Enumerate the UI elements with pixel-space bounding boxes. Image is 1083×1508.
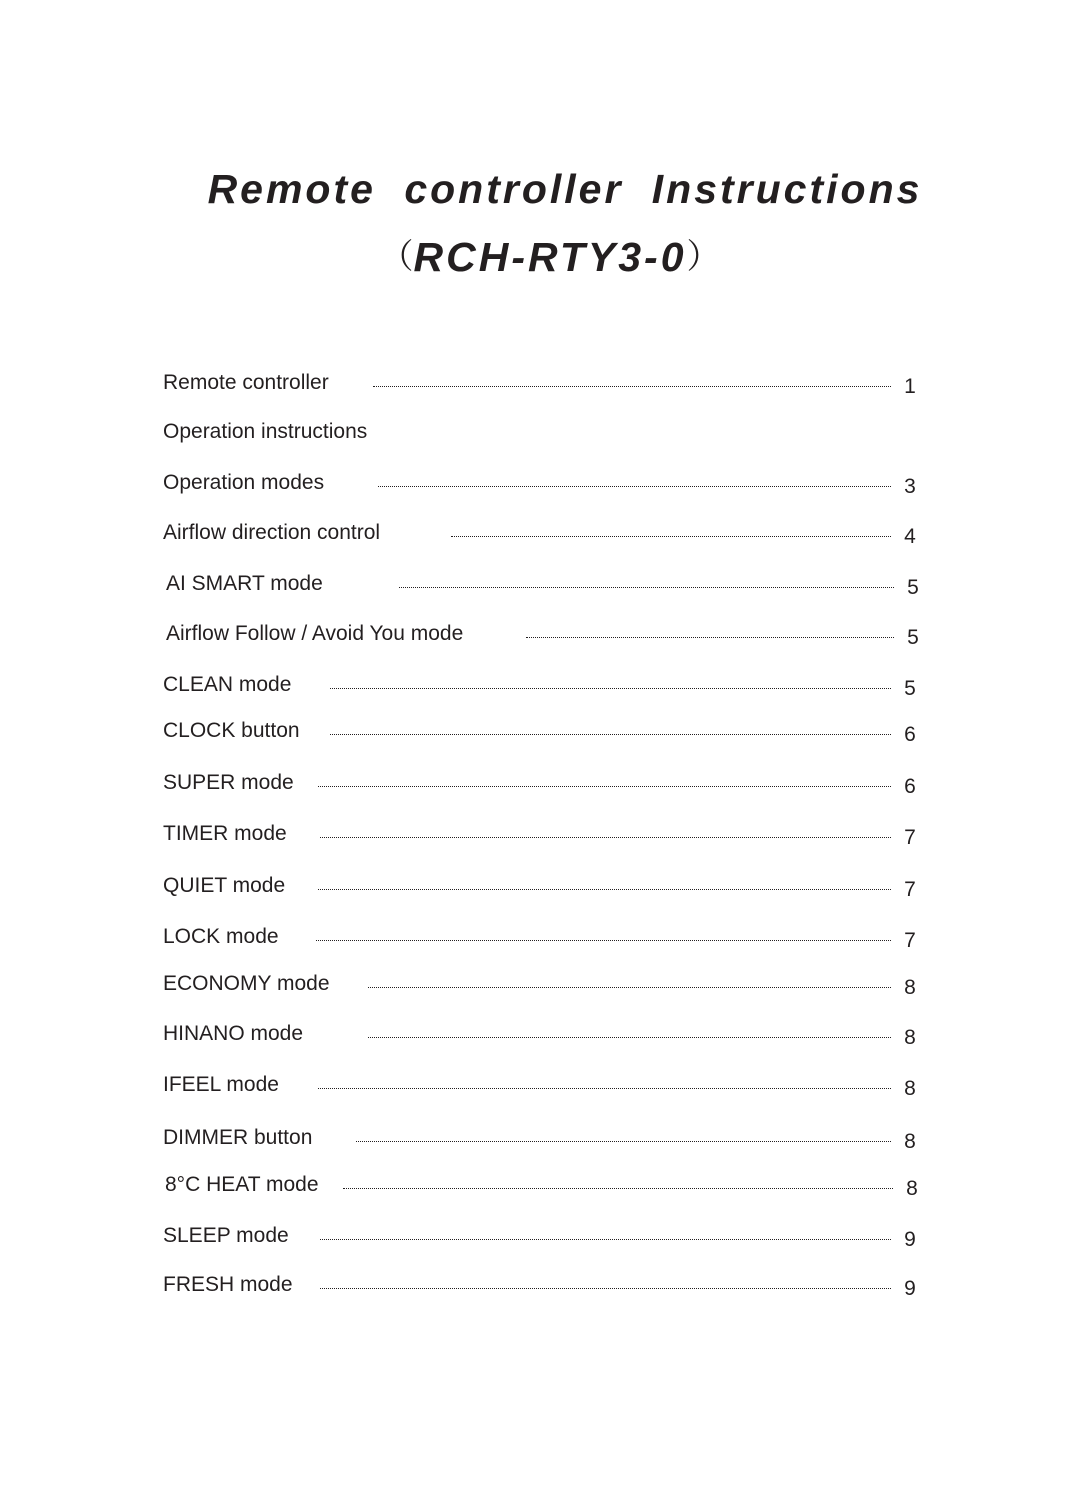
toc-entry-page: 8: [904, 976, 916, 999]
toc-entry[interactable]: [163, 672, 923, 702]
toc-leader-dots: [318, 786, 891, 787]
toc-entry-label: SUPER mode: [163, 771, 294, 794]
toc-entry-label: AI SMART mode: [166, 572, 323, 595]
toc-entry-label: LOCK mode: [163, 925, 279, 948]
toc-leader-dots: [368, 1037, 891, 1038]
toc-leader-dots: [378, 486, 891, 487]
toc-entry[interactable]: [163, 770, 923, 800]
toc-leader-dots: [316, 940, 891, 941]
toc-leader-dots: [451, 536, 891, 537]
toc-entry[interactable]: [163, 1021, 923, 1051]
toc-entry-label: ECONOMY mode: [163, 972, 330, 995]
toc-entry-page: 4: [904, 525, 916, 548]
toc-entry-page: 9: [904, 1228, 916, 1251]
toc-entry-page: 8: [904, 1077, 916, 1100]
toc-entry[interactable]: [163, 470, 923, 500]
toc-entry-page: 8: [906, 1177, 918, 1200]
model-heading: [0, 232, 1083, 281]
toc-leader-dots: [526, 637, 894, 638]
toc-entry-label: CLOCK button: [163, 719, 300, 742]
toc-entry-label: HINANO mode: [163, 1022, 304, 1045]
toc-entry[interactable]: [163, 1272, 923, 1302]
toc-leader-dots: [320, 1288, 891, 1289]
toc-entry[interactable]: [163, 924, 923, 954]
document-title: Remote controller Instructions: [207, 166, 923, 212]
toc-entry[interactable]: [163, 1223, 923, 1253]
toc-leader-dots: [356, 1141, 891, 1142]
model-open-paren: （: [379, 238, 414, 276]
toc-leader-dots: [343, 1188, 893, 1189]
toc-entry-label: SLEEP mode: [163, 1224, 289, 1247]
toc-entry-page: 3: [904, 475, 916, 498]
model-number: RCH-RTY3-0: [413, 234, 687, 280]
toc-leader-dots: [373, 386, 891, 387]
toc-leader-dots: [318, 889, 891, 890]
model-close-paren: ）: [686, 238, 721, 276]
toc-entry-page: 7: [904, 929, 916, 952]
toc-entry-label: DIMMER button: [163, 1126, 313, 1149]
toc-leader-dots: [399, 587, 894, 588]
toc-leader-dots: [320, 837, 891, 838]
toc-entry-label: Airflow Follow / Avoid You mode: [166, 622, 464, 645]
toc-entry-label: Airflow direction control: [163, 521, 381, 544]
toc-entry[interactable]: [163, 520, 923, 550]
toc-entry-page: 7: [904, 878, 916, 901]
toc-entry-page: 5: [904, 677, 916, 700]
toc-entry-label: TIMER mode: [163, 822, 287, 845]
toc-entry-page: 1: [904, 375, 916, 398]
toc-entry[interactable]: [166, 621, 926, 651]
toc-entry[interactable]: [163, 419, 923, 449]
toc-entry-label: 8°C HEAT mode: [165, 1173, 319, 1196]
toc-leader-dots: [368, 987, 891, 988]
toc-entry-label: IFEEL mode: [163, 1073, 279, 1096]
toc-entry-label: CLEAN mode: [163, 673, 292, 696]
toc-leader-dots: [318, 1088, 891, 1089]
toc-entry-page: 9: [904, 1277, 916, 1300]
toc-leader-dots: [320, 1239, 891, 1240]
toc-entry[interactable]: [163, 971, 923, 1001]
toc-entry[interactable]: [166, 571, 926, 601]
toc-entry[interactable]: [163, 1072, 923, 1102]
toc-leader-dots: [330, 688, 891, 689]
toc-entry[interactable]: [163, 718, 923, 748]
toc-entry-page: 6: [904, 723, 916, 746]
toc-entry-label: FRESH mode: [163, 1273, 293, 1296]
toc-entry-label: Operation instructions: [163, 420, 368, 443]
toc-entry-page: 8: [904, 1130, 916, 1153]
toc-entry-page: 8: [904, 1026, 916, 1049]
toc-entry[interactable]: [163, 1125, 923, 1155]
toc-entry-label: Remote controller: [163, 371, 329, 394]
toc-entry-label: Operation modes: [163, 471, 325, 494]
toc-entry-page: 6: [904, 775, 916, 798]
toc-entry[interactable]: [163, 873, 923, 903]
toc-entry[interactable]: [165, 1172, 925, 1202]
toc-entry-page: 5: [907, 626, 919, 649]
toc-entry[interactable]: [163, 821, 923, 851]
toc-entry[interactable]: [163, 370, 923, 400]
toc-leader-dots: [330, 734, 891, 735]
toc-entry-label: QUIET mode: [163, 874, 286, 897]
toc-entry-page: 5: [907, 576, 919, 599]
toc-entry-page: 7: [904, 826, 916, 849]
